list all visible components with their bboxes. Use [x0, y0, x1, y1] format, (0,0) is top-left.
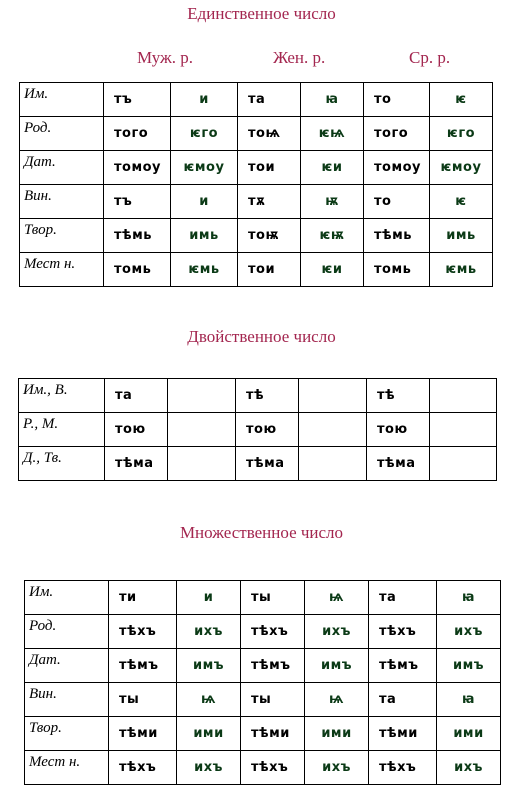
- singular-form-cell: томь: [104, 253, 171, 287]
- plural-form-cell: тѣми: [109, 717, 177, 751]
- plural-table: [24, 580, 501, 785]
- plural-form-cell: тѣмъ: [109, 649, 177, 683]
- plural-form-cell: тѣми: [241, 717, 305, 751]
- case-label: Мест н.: [25, 751, 109, 785]
- plural-form-cell: ихъ: [177, 751, 241, 785]
- plural-table-row: [25, 649, 501, 683]
- plural-form-cell: тѣмъ: [241, 649, 305, 683]
- plural-form-cell: и: [177, 581, 241, 615]
- dual-form-cell: [430, 413, 497, 447]
- plural-form-cell: ты: [241, 683, 305, 717]
- case-label: Вин.: [25, 683, 109, 717]
- dual-form-cell: тою: [105, 413, 168, 447]
- plural-form-cell: ты: [241, 581, 305, 615]
- plural-table-row: [25, 717, 501, 751]
- plural-form-cell: ихъ: [305, 751, 369, 785]
- dual-form-cell: [168, 413, 236, 447]
- plural-form-cell: имъ: [305, 649, 369, 683]
- plural-form-cell: ѩ: [305, 683, 369, 717]
- singular-form-cell: томоу: [364, 151, 430, 185]
- dual-title: Двойственное число: [187, 327, 336, 346]
- dual-form-cell: тѣ: [367, 379, 430, 413]
- singular-form-cell: и: [171, 185, 238, 219]
- dual-form-cell: тѣма: [236, 447, 299, 481]
- singular-table-row: [20, 117, 493, 151]
- dual-table-row: [19, 447, 497, 481]
- dual-form-cell: [430, 379, 497, 413]
- singular-table: [19, 82, 493, 287]
- plural-form-cell: ѩ: [305, 581, 369, 615]
- singular-form-cell: тои: [238, 151, 301, 185]
- plural-table-row: [25, 751, 501, 785]
- plural-form-cell: тѣмъ: [369, 649, 437, 683]
- case-label: Дат.: [25, 649, 109, 683]
- plural-form-cell: ихъ: [177, 615, 241, 649]
- singular-form-cell: тѫ: [238, 185, 301, 219]
- case-label: Род.: [20, 117, 104, 151]
- singular-table-row: [20, 83, 493, 117]
- singular-form-cell: того: [104, 117, 171, 151]
- dual-form-cell: [299, 413, 367, 447]
- dual-form-cell: тѣма: [367, 447, 430, 481]
- plural-form-cell: тѣхъ: [241, 615, 305, 649]
- plural-form-cell: ихъ: [437, 751, 501, 785]
- singular-form-cell: ѥмь: [171, 253, 238, 287]
- singular-form-cell: тои: [238, 253, 301, 287]
- singular-table-row: [20, 185, 493, 219]
- singular-form-cell: ѥго: [171, 117, 238, 151]
- dual-table-row: [19, 413, 497, 447]
- case-label: Твор.: [20, 219, 104, 253]
- plural-form-cell: ꙗ: [437, 581, 501, 615]
- case-label: Дат.: [20, 151, 104, 185]
- singular-form-cell: то: [364, 185, 430, 219]
- singular-form-cell: тѣмь: [364, 219, 430, 253]
- singular-form-cell: ѥго: [430, 117, 493, 151]
- plural-form-cell: ихъ: [437, 615, 501, 649]
- singular-table-row: [20, 219, 493, 253]
- singular-form-cell: ѭ: [301, 185, 364, 219]
- plural-form-cell: та: [369, 581, 437, 615]
- singular-title: Единственное число: [187, 4, 336, 23]
- plural-form-cell: ты: [109, 683, 177, 717]
- singular-form-cell: тоѭ: [238, 219, 301, 253]
- plural-form-cell: тѣхъ: [369, 615, 437, 649]
- singular-table-row: [20, 253, 493, 287]
- plural-form-cell: ѩ: [177, 683, 241, 717]
- singular-form-cell: тѣмь: [104, 219, 171, 253]
- singular-form-cell: ѥмоу: [171, 151, 238, 185]
- plural-form-cell: имъ: [437, 649, 501, 683]
- dual-form-cell: [299, 447, 367, 481]
- plural-title: Множественное число: [179, 523, 344, 542]
- gender-feminine-header: Жен. р.: [273, 48, 326, 67]
- singular-form-cell: ѥи: [301, 151, 364, 185]
- singular-form-cell: ѥи: [301, 253, 364, 287]
- dual-form-cell: [430, 447, 497, 481]
- singular-form-cell: тоѩ: [238, 117, 301, 151]
- plural-form-cell: имъ: [177, 649, 241, 683]
- plural-form-cell: ти: [109, 581, 177, 615]
- plural-form-cell: ими: [177, 717, 241, 751]
- case-label: Вин.: [20, 185, 104, 219]
- singular-form-cell: томоу: [104, 151, 171, 185]
- singular-form-cell: ѥмь: [430, 253, 493, 287]
- singular-form-cell: ѥѭ: [301, 219, 364, 253]
- plural-form-cell: ими: [305, 717, 369, 751]
- singular-form-cell: тъ: [104, 83, 171, 117]
- dual-form-cell: тѣма: [105, 447, 168, 481]
- singular-form-cell: тъ: [104, 185, 171, 219]
- singular-form-cell: то: [364, 83, 430, 117]
- singular-form-cell: и: [171, 83, 238, 117]
- singular-form-cell: ѥѩ: [301, 117, 364, 151]
- dual-form-cell: тою: [367, 413, 430, 447]
- dual-form-cell: [299, 379, 367, 413]
- plural-form-cell: ꙗ: [437, 683, 501, 717]
- case-label: Им.: [25, 581, 109, 615]
- plural-form-cell: тѣхъ: [109, 751, 177, 785]
- singular-form-cell: имь: [430, 219, 493, 253]
- singular-form-cell: томь: [364, 253, 430, 287]
- dual-form-cell: [168, 447, 236, 481]
- case-label: Род.: [25, 615, 109, 649]
- case-label: Мест н.: [20, 253, 104, 287]
- gender-masculine-header: Муж. р.: [137, 48, 193, 67]
- case-label: Д., Тв.: [19, 447, 105, 481]
- singular-form-cell: ꙗ: [301, 83, 364, 117]
- singular-table-row: [20, 151, 493, 185]
- singular-form-cell: ѥ: [430, 185, 493, 219]
- dual-form-cell: [168, 379, 236, 413]
- singular-form-cell: того: [364, 117, 430, 151]
- plural-form-cell: та: [369, 683, 437, 717]
- case-label: Р., М.: [19, 413, 105, 447]
- plural-table-row: [25, 615, 501, 649]
- plural-form-cell: ихъ: [305, 615, 369, 649]
- dual-form-cell: тою: [236, 413, 299, 447]
- plural-form-cell: тѣхъ: [241, 751, 305, 785]
- singular-form-cell: ѥмоу: [430, 151, 493, 185]
- case-label: Им.: [20, 83, 104, 117]
- dual-form-cell: та: [105, 379, 168, 413]
- case-label: Твор.: [25, 717, 109, 751]
- plural-form-cell: тѣхъ: [109, 615, 177, 649]
- case-label: Им., В.: [19, 379, 105, 413]
- singular-form-cell: имь: [171, 219, 238, 253]
- singular-form-cell: ѥ: [430, 83, 493, 117]
- plural-table-row: [25, 581, 501, 615]
- gender-neuter-header: Ср. р.: [409, 48, 451, 67]
- plural-form-cell: ими: [437, 717, 501, 751]
- plural-form-cell: тѣми: [369, 717, 437, 751]
- plural-form-cell: тѣхъ: [369, 751, 437, 785]
- dual-table-row: [19, 379, 497, 413]
- singular-form-cell: та: [238, 83, 301, 117]
- plural-table-row: [25, 683, 501, 717]
- dual-table: [18, 378, 497, 481]
- dual-form-cell: тѣ: [236, 379, 299, 413]
